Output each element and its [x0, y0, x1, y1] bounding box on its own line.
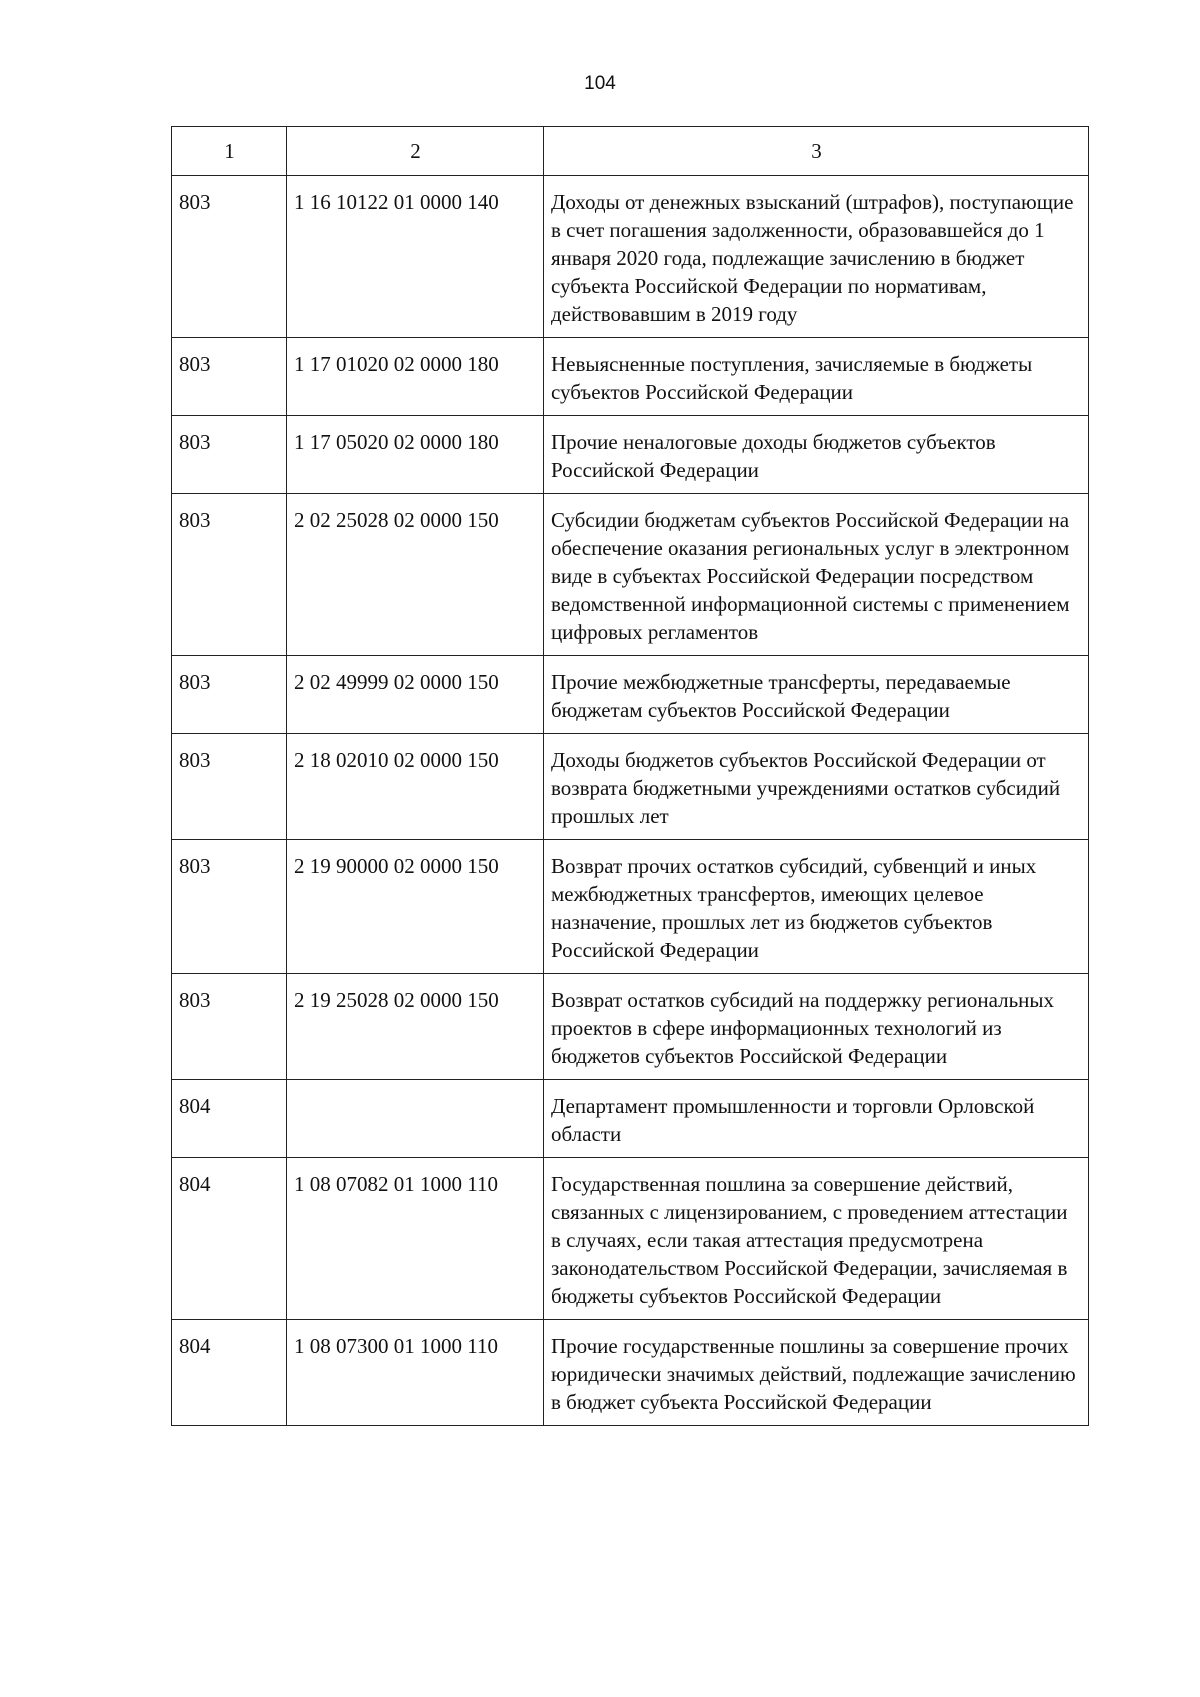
admin-code-cell: 804 [172, 1158, 287, 1320]
column-header-1: 1 [172, 127, 287, 176]
description-cell: Прочие неналоговые доходы бюджетов субъектов Российской Федерации [544, 416, 1089, 494]
income-code-cell: 2 19 25028 02 0000 150 [287, 974, 544, 1080]
description-cell: Возврат прочих остатков субсидий, субвенций и иных межбюджетных трансфертов, имеющих целевое назначение, прошлых лет из бюджетов субъектов Российской Федерации [544, 840, 1089, 974]
description-cell: Доходы от денежных взысканий (штрафов), поступающие в счет погашения задолженности, образовавшейся до 1 января 2020 года, подлежащие зачислению в бюджет субъекта Российской Федерации по нормативам, действовавшим в 2019 году [544, 176, 1089, 338]
table-row [172, 1158, 1089, 1320]
column-header-2: 2 [287, 127, 544, 176]
income-code-cell [287, 1080, 544, 1158]
table-row [172, 734, 1089, 840]
income-codes-table [171, 126, 1089, 1426]
table-row [172, 338, 1089, 416]
description-cell: Доходы бюджетов субъектов Российской Федерации от возврата бюджетными учреждениями остатков субсидий прошлых лет [544, 734, 1089, 840]
admin-code-cell: 803 [172, 840, 287, 974]
admin-code-cell: 804 [172, 1320, 287, 1426]
admin-code-cell: 803 [172, 176, 287, 338]
income-code-cell: 2 02 25028 02 0000 150 [287, 494, 544, 656]
table-header-row [172, 127, 1089, 176]
income-code-cell: 1 17 01020 02 0000 180 [287, 338, 544, 416]
income-code-cell: 1 17 05020 02 0000 180 [287, 416, 544, 494]
description-cell: Возврат остатков субсидий на поддержку региональных проектов в сфере информационных технологий из бюджетов субъектов Российской Федерации [544, 974, 1089, 1080]
income-code-cell: 2 02 49999 02 0000 150 [287, 656, 544, 734]
income-code-cell: 2 18 02010 02 0000 150 [287, 734, 544, 840]
description-cell: Департамент промышленности и торговли Орловской области [544, 1080, 1089, 1158]
table-row [172, 974, 1089, 1080]
income-code-cell: 1 08 07082 01 1000 110 [287, 1158, 544, 1320]
table-row [172, 656, 1089, 734]
table-row [172, 840, 1089, 974]
table-row [172, 1320, 1089, 1426]
table-row [172, 1080, 1089, 1158]
admin-code-cell: 803 [172, 416, 287, 494]
description-cell: Государственная пошлина за совершение действий, связанных с лицензированием, с проведением аттестации в случаях, если такая аттестация предусмотрена законодательством Российской Федерации, зачисляемая в бюджеты субъектов Российской Федерации [544, 1158, 1089, 1320]
description-cell: Субсидии бюджетам субъектов Российской Федерации на обеспечение оказания региональных услуг в электронном виде в субъектах Российской Федерации посредством ведомственной информационной системы с применением цифровых регламентов [544, 494, 1089, 656]
admin-code-cell: 803 [172, 656, 287, 734]
page-number: 104 [584, 73, 616, 94]
admin-code-cell: 804 [172, 1080, 287, 1158]
admin-code-cell: 803 [172, 734, 287, 840]
table-row [172, 494, 1089, 656]
income-code-cell: 1 08 07300 01 1000 110 [287, 1320, 544, 1426]
table-row [172, 416, 1089, 494]
admin-code-cell: 803 [172, 338, 287, 416]
income-code-cell: 1 16 10122 01 0000 140 [287, 176, 544, 338]
income-code-cell: 2 19 90000 02 0000 150 [287, 840, 544, 974]
column-header-3: 3 [544, 127, 1089, 176]
description-cell: Невыясненные поступления, зачисляемые в бюджеты субъектов Российской Федерации [544, 338, 1089, 416]
table-row [172, 176, 1089, 338]
admin-code-cell: 803 [172, 494, 287, 656]
description-cell: Прочие межбюджетные трансферты, передаваемые бюджетам субъектов Российской Федерации [544, 656, 1089, 734]
description-cell: Прочие государственные пошлины за совершение прочих юридически значимых действий, подлежащие зачислению в бюджет субъекта Российской Федерации [544, 1320, 1089, 1426]
admin-code-cell: 803 [172, 974, 287, 1080]
